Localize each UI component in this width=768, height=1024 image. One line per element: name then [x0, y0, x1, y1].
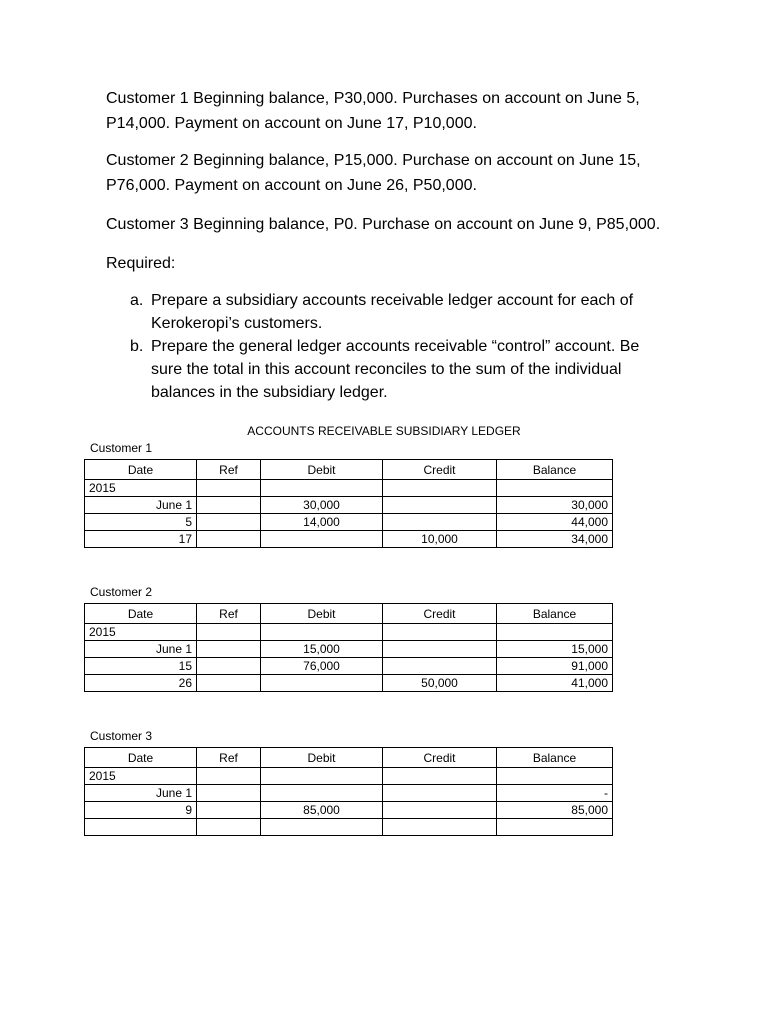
date-cell: June 1: [85, 785, 197, 802]
ref-cell: [197, 819, 261, 836]
requirement-b: [130, 335, 660, 404]
requirement-a-marker: a.: [130, 292, 144, 309]
credit-cell: [383, 785, 497, 802]
debit-cell: 30,000: [261, 497, 383, 514]
debit-cell: 85,000: [261, 802, 383, 819]
balance-cell: -: [497, 785, 613, 802]
debit-cell: [261, 785, 383, 802]
year-cell: 2015: [85, 768, 197, 785]
balance-cell: 41,000: [497, 675, 613, 692]
table-row: [85, 785, 613, 802]
credit-header: Credit: [383, 604, 497, 624]
date-cell: 17: [85, 531, 197, 548]
debit-cell: 14,000: [261, 514, 383, 531]
balance-header: Balance: [497, 748, 613, 768]
customer-2-label: Customer 2: [90, 585, 153, 599]
requirement-a-text: Prepare a subsidiary accounts receivable ledger account for each of Kerokeropi’s customers.: [151, 292, 634, 332]
balance-cell: 85,000: [497, 802, 613, 819]
date-header: Date: [85, 460, 197, 480]
credit-cell: [383, 802, 497, 819]
date-cell: [85, 819, 197, 836]
balance-cell: 30,000: [497, 497, 613, 514]
requirement-a: [130, 289, 660, 335]
customer-3-ledger-table: [84, 747, 613, 836]
debit-header: Debit: [261, 748, 383, 768]
ref-cell: [197, 785, 261, 802]
customer-1-ledger-table: [84, 459, 613, 548]
date-header: Date: [85, 604, 197, 624]
date-cell: June 1: [85, 497, 197, 514]
credit-cell: 10,000: [383, 531, 497, 548]
date-cell: June 1: [85, 641, 197, 658]
customer-3-description: Customer 3 Beginning balance, P0. Purchase on account on June 9, P85,000.: [106, 216, 661, 233]
debit-header: Debit: [261, 604, 383, 624]
year-row: [85, 624, 613, 641]
table-row: [85, 497, 613, 514]
debit-header: Debit: [261, 460, 383, 480]
ref-cell: [197, 658, 261, 675]
balance-cell: 34,000: [497, 531, 613, 548]
header-row: [85, 748, 613, 768]
balance-cell: [497, 819, 613, 836]
ref-cell: [197, 497, 261, 514]
year-row: [85, 480, 613, 497]
ledger-title: ACCOUNTS RECEIVABLE SUBSIDIARY LEDGER: [247, 424, 521, 438]
credit-cell: [383, 497, 497, 514]
requirements-list: [130, 289, 660, 404]
date-cell: 9: [85, 802, 197, 819]
debit-cell: 76,000: [261, 658, 383, 675]
ref-cell: [197, 531, 261, 548]
credit-cell: [383, 514, 497, 531]
ref-cell: [197, 641, 261, 658]
year-row: [85, 768, 613, 785]
requirement-b-text: Prepare the general ledger accounts receivable “control” account. Be sure the total in this account reconciles to the sum of the individual balances in the subsidiary ledger.: [151, 338, 640, 401]
debit-cell: [261, 531, 383, 548]
customer-3-label: Customer 3: [90, 729, 153, 743]
date-cell: 5: [85, 514, 197, 531]
credit-header: Credit: [383, 460, 497, 480]
balance-cell: 91,000: [497, 658, 613, 675]
table-row: [85, 514, 613, 531]
debit-cell: 15,000: [261, 641, 383, 658]
date-cell: 15: [85, 658, 197, 675]
ref-header: Ref: [197, 460, 261, 480]
customer-1-label: Customer 1: [90, 441, 153, 455]
customer-2-description: Customer 2 Beginning balance, P15,000. Purchase on account on June 15, P76,000. Payment on account on June 26, P50,000.: [106, 152, 641, 194]
credit-header: Credit: [383, 748, 497, 768]
requirement-b-marker: b.: [130, 338, 144, 355]
year-cell: 2015: [85, 624, 197, 641]
debit-cell: [261, 819, 383, 836]
balance-header: Balance: [497, 604, 613, 624]
ref-cell: [197, 802, 261, 819]
ref-header: Ref: [197, 748, 261, 768]
balance-header: Balance: [497, 460, 613, 480]
table-row: [85, 675, 613, 692]
credit-cell: [383, 819, 497, 836]
balance-cell: 44,000: [497, 514, 613, 531]
credit-cell: [383, 658, 497, 675]
ref-cell: [197, 675, 261, 692]
debit-cell: [261, 675, 383, 692]
table-row: [85, 802, 613, 819]
customer-1-description: Customer 1 Beginning balance, P30,000. Purchases on account on June 5, P14,000. Payment on account on June 17, P10,000.: [106, 90, 640, 132]
ref-cell: [197, 514, 261, 531]
credit-cell: 50,000: [383, 675, 497, 692]
header-row: [85, 460, 613, 480]
table-row: [85, 641, 613, 658]
balance-cell: 15,000: [497, 641, 613, 658]
table-row: [85, 531, 613, 548]
credit-cell: [383, 641, 497, 658]
ref-header: Ref: [197, 604, 261, 624]
table-row: [85, 658, 613, 675]
required-heading: Required:: [106, 255, 176, 272]
header-row: [85, 604, 613, 624]
table-row: [85, 819, 613, 836]
date-header: Date: [85, 748, 197, 768]
year-cell: 2015: [85, 480, 197, 497]
date-cell: 26: [85, 675, 197, 692]
customer-2-ledger-table: [84, 603, 613, 692]
